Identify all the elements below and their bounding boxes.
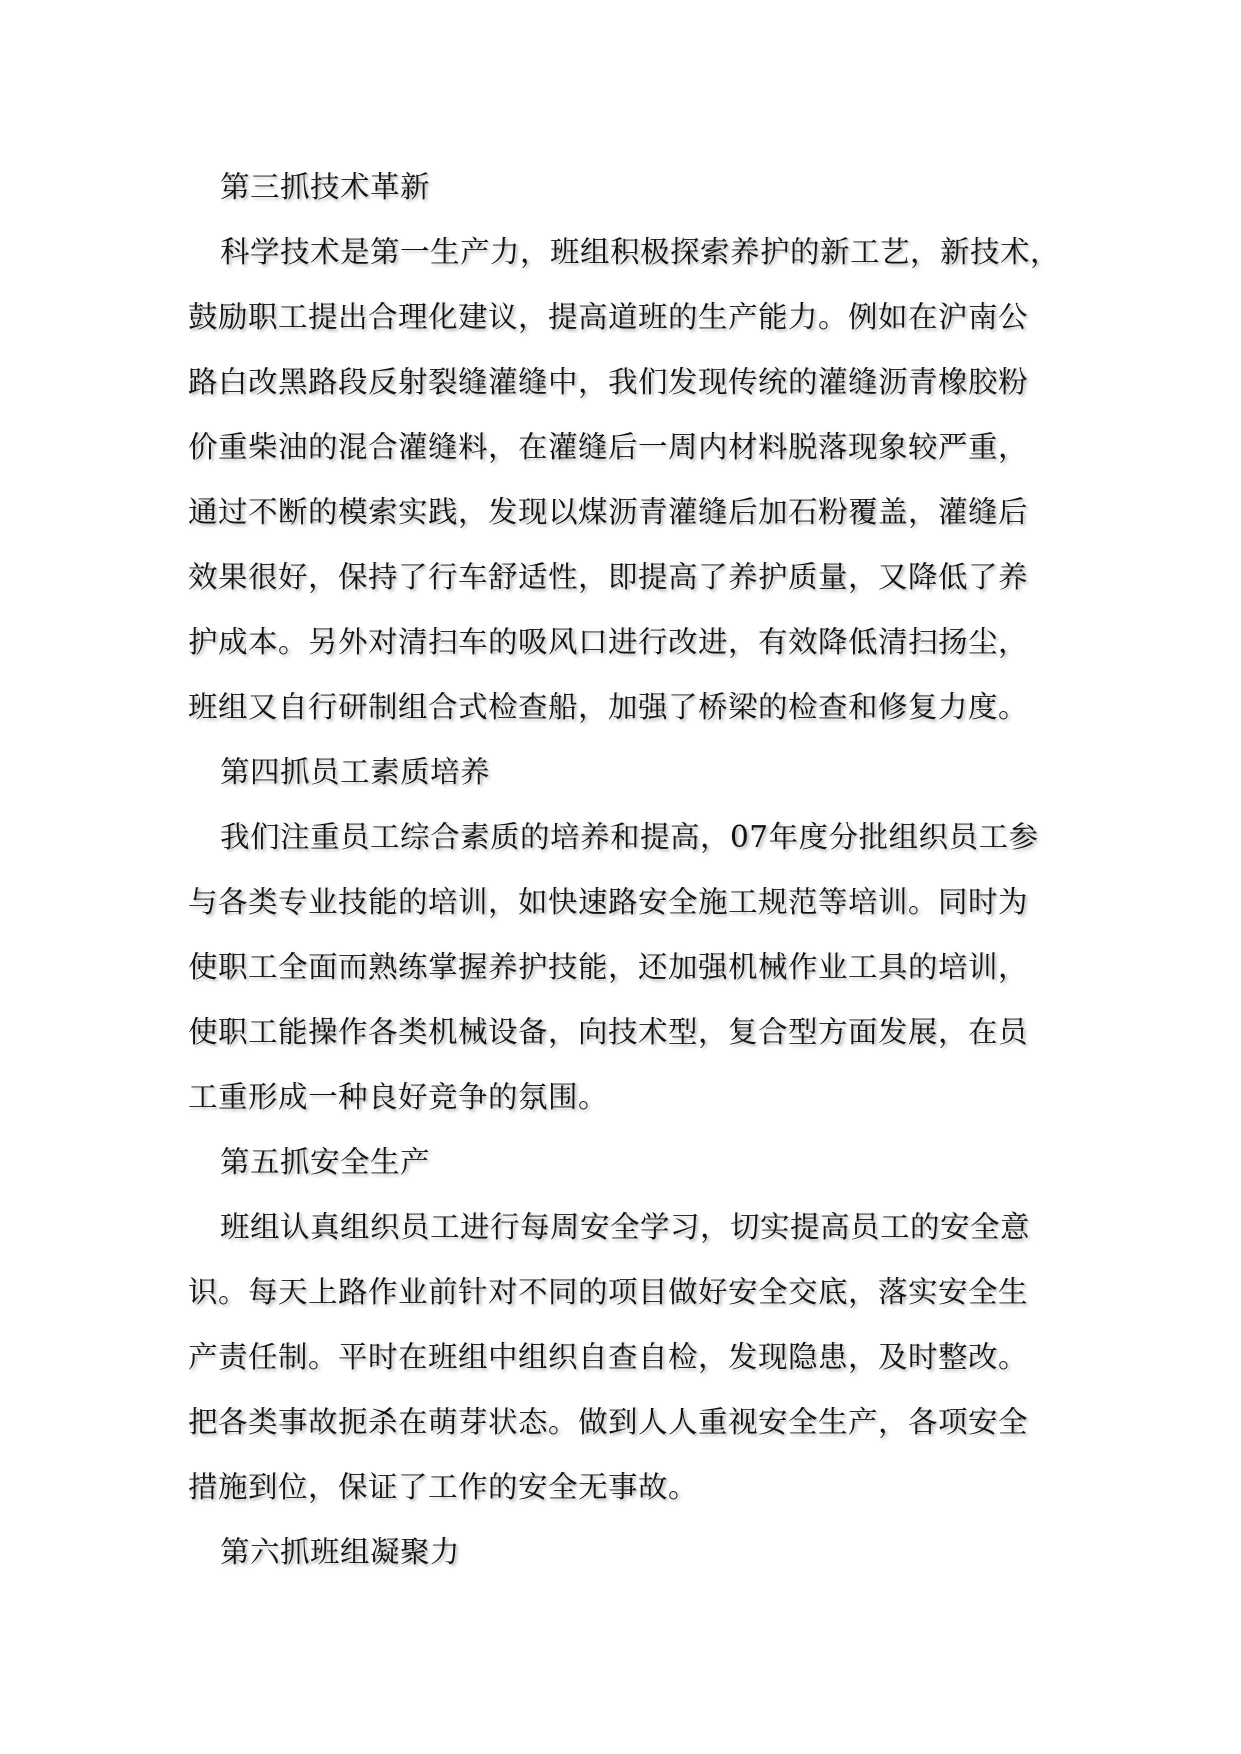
paragraph-line: 通过不断的模索实践，发现以煤沥青灌缝后加石粉覆盖，灌缝后 [188,495,1029,529]
paragraph-line: 使职工能操作各类机械设备，向技术型，复合型方面发展，在员 [188,1015,1029,1049]
section-heading: 第五抓安全生产 [220,1145,431,1179]
paragraph-line: 产责任制。平时在班组中组织自查自检，发现隐患，及时整改。 [188,1340,1029,1374]
paragraph-line: 班组又自行研制组合式检查船，加强了桥梁的检查和修复力度。 [188,690,1029,724]
paragraph-line: 工重形成一种良好竞争的氛围。 [188,1080,609,1114]
section-heading: 第三抓技术革新 [220,170,431,204]
paragraph-line: 措施到位，保证了工作的安全无事故。 [188,1470,699,1504]
paragraph-line: 与各类专业技能的培训，如快速路安全施工规范等培训。同时为 [188,885,1029,919]
paragraph-line: 路白改黑路段反射裂缝灌缝中，我们发现传统的灌缝沥青橡胶粉 [188,365,1029,399]
paragraph-line: 把各类事故扼杀在萌芽状态。做到人人重视安全生产，各项安全 [188,1405,1029,1439]
section-heading: 第四抓员工素质培养 [220,755,491,789]
paragraph-line: 科学技术是第一生产力，班组积极探索养护的新工艺，新技术， [220,235,1061,269]
paragraph-line: 我们注重员工综合素质的培养和提高，07年度分批组织员工参 [220,820,1039,854]
document-page [188,155,1068,1585]
section-heading: 第六抓班组凝聚力 [220,1535,461,1569]
paragraph-line: 鼓励职工提出合理化建议，提高道班的生产能力。例如在沪南公 [188,300,1029,334]
paragraph-line: 班组认真组织员工进行每周安全学习，切实提高员工的安全意 [220,1210,1031,1244]
paragraph-line: 识。每天上路作业前针对不同的项目做好安全交底，落实安全生 [188,1275,1029,1309]
paragraph-line: 使职工全面而熟练掌握养护技能，还加强机械作业工具的培训， [188,950,1029,984]
paragraph-line: 效果很好，保持了行车舒适性，即提高了养护质量，又降低了养 [188,560,1029,594]
paragraph-line: 价重柴油的混合灌缝料，在灌缝后一周内材料脱落现象较严重， [188,430,1029,464]
paragraph-line: 护成本。另外对清扫车的吸风口进行改进，有效降低清扫扬尘， [188,625,1029,659]
